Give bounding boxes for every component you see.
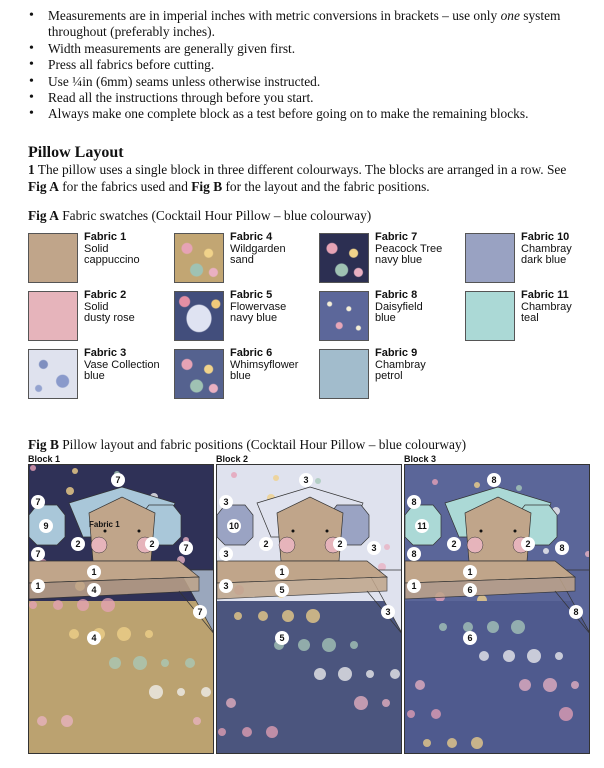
fabric-motif <box>527 649 541 663</box>
swatch-sample <box>465 233 515 283</box>
swatch-description: Whimsyflower <box>230 358 299 371</box>
swatch-description: Chambray <box>521 242 572 255</box>
swatch-description: Solid <box>84 242 109 255</box>
block-3 <box>404 464 590 754</box>
fabric-number: 6 <box>463 583 477 597</box>
fabric-motif <box>314 668 326 680</box>
fabric-motif <box>177 688 185 696</box>
fabric-motif <box>338 667 352 681</box>
face-fabric-label: Fabric 1 <box>89 520 120 529</box>
swatch-title: Fabric 6 <box>230 347 273 359</box>
fabric-motif <box>117 627 131 641</box>
fabric-number: 11 <box>415 519 429 533</box>
swatch-sample <box>174 349 224 399</box>
left-cheek <box>279 537 295 553</box>
swatch-description: dusty rose <box>84 312 135 325</box>
fig-b-caption: Fig B Pillow layout and fabric positions (Cocktail Hour Pillow – blue colourway) <box>28 437 467 452</box>
fabric-number: 2 <box>333 537 347 551</box>
swatch-title: Fabric 8 <box>375 289 418 301</box>
swatch-title: Fabric 10 <box>521 231 570 243</box>
fabric-number: 3 <box>219 495 233 509</box>
instruction-list <box>28 8 588 123</box>
fabric-number: 9 <box>39 519 53 533</box>
swatch-description: Wildgarden <box>230 242 286 255</box>
fabric-motif <box>439 623 447 631</box>
swatch-label <box>230 348 320 383</box>
fabric-number: 5 <box>275 583 289 597</box>
fabric-number: 7 <box>31 495 45 509</box>
swatch-label <box>84 348 174 383</box>
bottom-panel <box>29 601 214 754</box>
swatch-sample <box>28 349 78 399</box>
fabric-motif <box>185 658 195 668</box>
fabric-number: 1 <box>463 565 477 579</box>
fabric-number: 8 <box>569 605 583 619</box>
swatch-sample <box>319 291 369 341</box>
swatch-title: Fabric 1 <box>84 231 127 243</box>
fabric-motif <box>432 479 438 485</box>
bullet-item: • Press all fabrics before cutting. <box>28 57 588 73</box>
fabric-motif <box>53 600 63 610</box>
swatch-description: blue <box>375 312 396 325</box>
eye <box>514 530 517 533</box>
swatch-title: Fabric 2 <box>84 289 127 301</box>
fabric-number: 2 <box>447 537 461 551</box>
fabric-motif <box>447 738 457 748</box>
block-label: Block 1 <box>28 454 61 464</box>
left-cheek <box>467 537 483 553</box>
fabric-motif <box>322 638 336 652</box>
left-cheek <box>91 537 107 553</box>
fabric-motif <box>516 485 522 491</box>
swatch-description: petrol <box>375 370 403 383</box>
fabric-number: 3 <box>367 541 381 555</box>
fabric-motif <box>543 678 557 692</box>
fabric-motif <box>503 650 515 662</box>
swatch-label <box>375 290 465 325</box>
fabric-motif <box>366 670 374 678</box>
block-2 <box>216 464 402 754</box>
block-label: Block 2 <box>216 454 249 464</box>
swatch-title: Fabric 9 <box>375 347 418 359</box>
swatch-label <box>230 232 320 267</box>
fabric-motif <box>384 544 390 550</box>
section-title: Pillow Layout <box>28 144 124 161</box>
fabric-motif <box>201 687 211 697</box>
fabric-motif <box>354 696 368 710</box>
fabric-motif <box>226 698 236 708</box>
fabric-motif <box>193 717 201 725</box>
fabric-motif <box>266 726 278 738</box>
block-1 <box>28 464 214 754</box>
swatch-sample <box>28 291 78 341</box>
fabric-motif <box>258 611 268 621</box>
fabric-number: 5 <box>275 631 289 645</box>
swatch-label <box>84 290 174 325</box>
swatch-description: Solid <box>84 300 109 313</box>
fabric-motif <box>511 620 525 634</box>
swatch-description: Peacock Tree <box>375 242 443 255</box>
swatch-label <box>375 232 465 267</box>
fabric-motif <box>77 599 89 611</box>
block-diagram <box>217 465 402 754</box>
fabric-motif <box>519 679 531 691</box>
eye <box>104 530 107 533</box>
fabric-motif <box>161 659 169 667</box>
swatch-description: blue <box>230 370 251 383</box>
fabric-motif <box>474 482 480 488</box>
fabric-motif <box>555 652 563 660</box>
fabric-motif <box>101 598 115 612</box>
fabric-number: 1 <box>87 565 101 579</box>
swatch-sample <box>465 291 515 341</box>
fabric-motif <box>390 669 400 679</box>
swatch-label <box>230 290 320 325</box>
eye <box>480 530 483 533</box>
swatch-sample <box>319 349 369 399</box>
fig-a-caption: Fig A Fabric swatches (Cocktail Hour Pillow – blue colourway) <box>28 208 372 223</box>
swatch-title: Fabric 7 <box>375 231 418 243</box>
eye <box>292 530 295 533</box>
fabric-motif <box>72 468 78 474</box>
fabric-motif <box>37 716 47 726</box>
fabric-motif <box>29 601 37 609</box>
swatch-description: navy blue <box>375 254 423 267</box>
bullet-item: • Use ¼in (6mm) seams unless otherwise instructed. <box>28 74 588 90</box>
fabric-number: 6 <box>463 631 477 645</box>
fabric-motif <box>109 657 121 669</box>
bullet-item: • Width measurements are generally given first. <box>28 41 588 57</box>
fabric-number: 4 <box>87 631 101 645</box>
bullet-item: • Always make one complete block as a test before going on to make the remaining blocks. <box>28 106 588 122</box>
fabric-number: 7 <box>179 541 193 555</box>
fabric-motif <box>149 685 163 699</box>
swatch-label <box>521 290 604 325</box>
fabric-number: 1 <box>31 579 45 593</box>
block-diagram <box>405 465 590 754</box>
eye <box>326 530 329 533</box>
swatch-sample <box>319 233 369 283</box>
fabric-number: 2 <box>259 537 273 551</box>
fabric-motif <box>61 715 73 727</box>
swatch-sample <box>28 233 78 283</box>
fabric-motif <box>298 639 310 651</box>
fabric-number: 10 <box>228 521 239 531</box>
swatch-description: sand <box>230 254 254 267</box>
fabric-number: 2 <box>521 537 535 551</box>
fabric-number: 7 <box>111 473 125 487</box>
fabric-number: 3 <box>299 473 313 487</box>
swatch-description: cappuccino <box>84 254 140 267</box>
swatch-description: Vase Collection <box>84 358 160 371</box>
fabric-motif <box>407 710 415 718</box>
swatch-description: navy blue <box>230 312 278 325</box>
fabric-number: 4 <box>87 583 101 597</box>
fabric-number: 8 <box>407 547 421 561</box>
swatch-title: Fabric 4 <box>230 231 273 243</box>
fabric-motif <box>69 629 79 639</box>
fabric-motif <box>415 680 425 690</box>
fabric-motif <box>282 610 294 622</box>
block-label: Block 3 <box>404 454 437 464</box>
intro-paragraph: 1 The pillow uses a single block in three different colourways. The blocks are arranged in a row. See Fig A for the fabrics used and Fig B for the layout and the fabric positions. <box>28 162 567 194</box>
swatch-sample <box>174 233 224 283</box>
fabric-motif <box>315 478 321 484</box>
fabric-number: 8 <box>407 495 421 509</box>
fabric-motif <box>231 472 237 478</box>
fabric-motif <box>234 612 242 620</box>
fabric-number: 8 <box>487 473 501 487</box>
fabric-motif <box>242 727 252 737</box>
fabric-motif <box>30 465 36 471</box>
fabric-number: 1 <box>275 565 289 579</box>
bullet-item: • Measurements are in imperial inches with metric conversions in brackets – use only one system throughout (preferably inches). <box>28 8 588 41</box>
swatch-title: Fabric 11 <box>521 289 569 301</box>
fabric-number: 3 <box>219 547 233 561</box>
swatch-description: Chambray <box>375 358 426 371</box>
fabric-number: 3 <box>219 579 233 593</box>
fabric-motif <box>133 656 147 670</box>
fabric-number: 7 <box>193 605 207 619</box>
fabric-motif <box>382 699 390 707</box>
swatch-description: blue <box>84 370 105 383</box>
fabric-motif <box>571 681 579 689</box>
fabric-motif <box>218 728 226 736</box>
fabric-number: 2 <box>145 537 159 551</box>
fabric-motif <box>145 630 153 638</box>
fabric-motif <box>350 641 358 649</box>
swatch-label <box>375 348 465 383</box>
swatch-title: Fabric 5 <box>230 289 273 301</box>
fabric-number: 8 <box>555 541 569 555</box>
swatch-description: teal <box>521 312 539 325</box>
fabric-motif <box>306 609 320 623</box>
fabric-motif <box>543 548 549 554</box>
fabric-motif <box>479 651 489 661</box>
swatch-description: Daisyfield <box>375 300 423 313</box>
swatch-sample <box>174 291 224 341</box>
swatch-description: dark blue <box>521 254 567 267</box>
fabric-motif <box>559 707 573 721</box>
fabric-number: 2 <box>71 537 85 551</box>
fabric-motif <box>471 737 483 749</box>
swatch-description: Flowervase <box>230 300 287 313</box>
block-diagram <box>29 465 214 754</box>
fabric-motif <box>431 709 441 719</box>
fabric-number: 1 <box>407 579 421 593</box>
fabric-motif <box>487 621 499 633</box>
swatch-label <box>84 232 174 267</box>
swatch-description: Chambray <box>521 300 572 313</box>
fabric-number: 7 <box>31 547 45 561</box>
fabric-number: 3 <box>381 605 395 619</box>
fabric-motif <box>273 475 279 481</box>
swatch-label <box>521 232 604 267</box>
swatch-title: Fabric 3 <box>84 347 127 359</box>
fabric-motif <box>66 487 74 495</box>
eye <box>138 530 141 533</box>
bullet-item: • Read all the instructions through before you start. <box>28 90 588 106</box>
fabric-motif <box>423 739 431 747</box>
